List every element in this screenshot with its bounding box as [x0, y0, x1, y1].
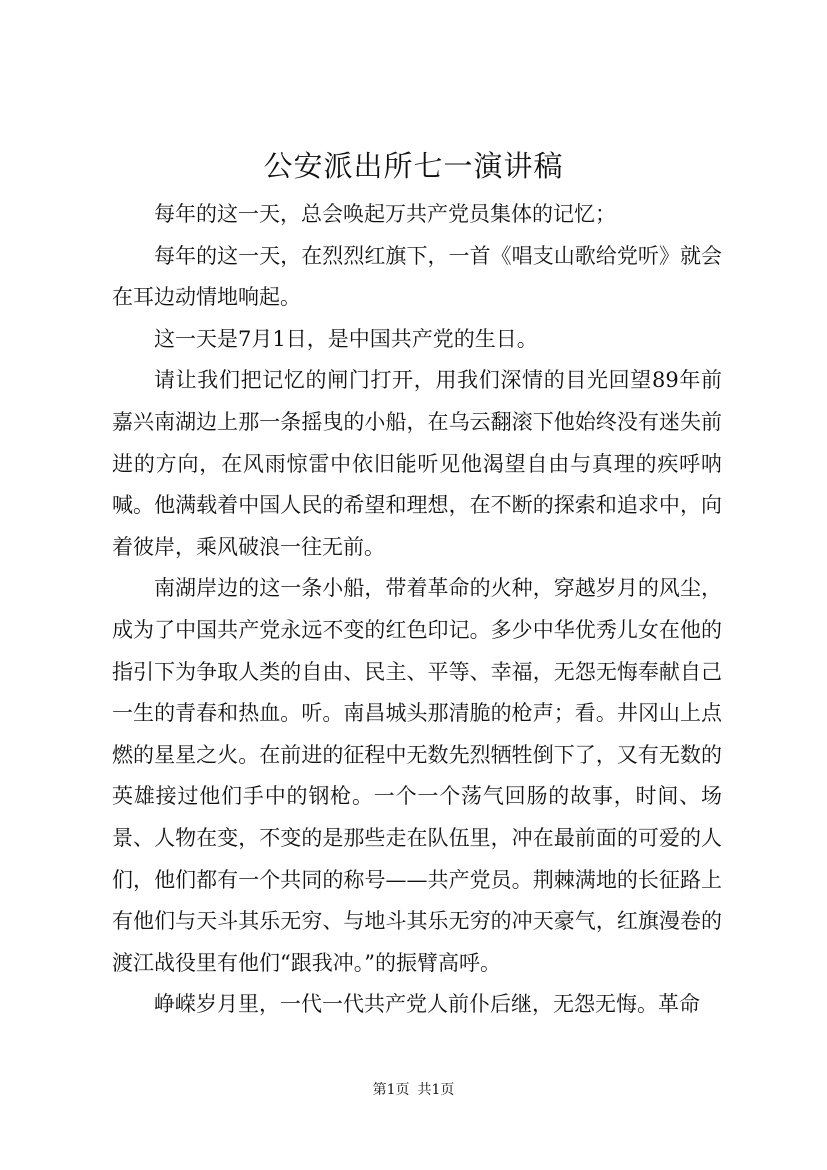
paragraph: 峥嵘岁月里，一代一代共产党人前仆后继，无怨无悔。革命 [154, 992, 700, 1017]
total-pages: 共1页 [417, 1082, 455, 1098]
document-body [112, 194, 722, 1026]
page-footer [0, 1080, 827, 1100]
paragraph: 请让我们把记忆的闸门打开，用我们深情的目光回望89年前嘉兴南湖边上那一条摇曳的小船，在乌云翻滚下他始终没有迷失前进的方向，在风雨惊雷中依旧能听见他渴望自由与真理的疾呼呐喊。他满载着中国人民的希望和理想，在不断的探索和追求中，向着彼岸，乘风破浪一往无前。 [112, 368, 722, 559]
paragraph: 这一天是7月1日，是中国共产党的生日。 [154, 326, 538, 351]
paragraph: 南湖岸边的这一条小船，带着革命的火种，穿越岁月的风尘，成为了中国共产党永远不变的红色印记。多少中华优秀儿女在他的指引下为争取人类的自由、民主、平等、幸福，无怨无悔奉献自己一生的青春和热血。听。南昌城头那清脆的枪声；看。井冈山上点燃的星星之火。在前进的征程中无数先烈牺牲倒下了，又有无数的英雄接过他们手中的钢枪。一个一个荡气回肠的故事，时间、场景、人物在变，不变的是那些走在队伍里，冲在最前面的可爱的人们，他们都有一个共同的称号——共产党员。荆棘满地的长征路上有他们与天斗其乐无穷、与地斗其乐无穷的冲天豪气，红旗漫卷的渡江战役里有他们“跟我冲。”的振臂高呼。 [112, 576, 722, 975]
paragraph: 每年的这一天，在烈烈红旗下，一首《唱支山歌给党听》就会在耳边动情地响起。 [112, 243, 722, 310]
paragraph: 每年的这一天，总会唤起万共产党员集体的记忆； [154, 202, 616, 226]
document-title: 公安派出所七一演讲稿 [263, 149, 564, 183]
page-number: 第1页 [372, 1082, 410, 1098]
